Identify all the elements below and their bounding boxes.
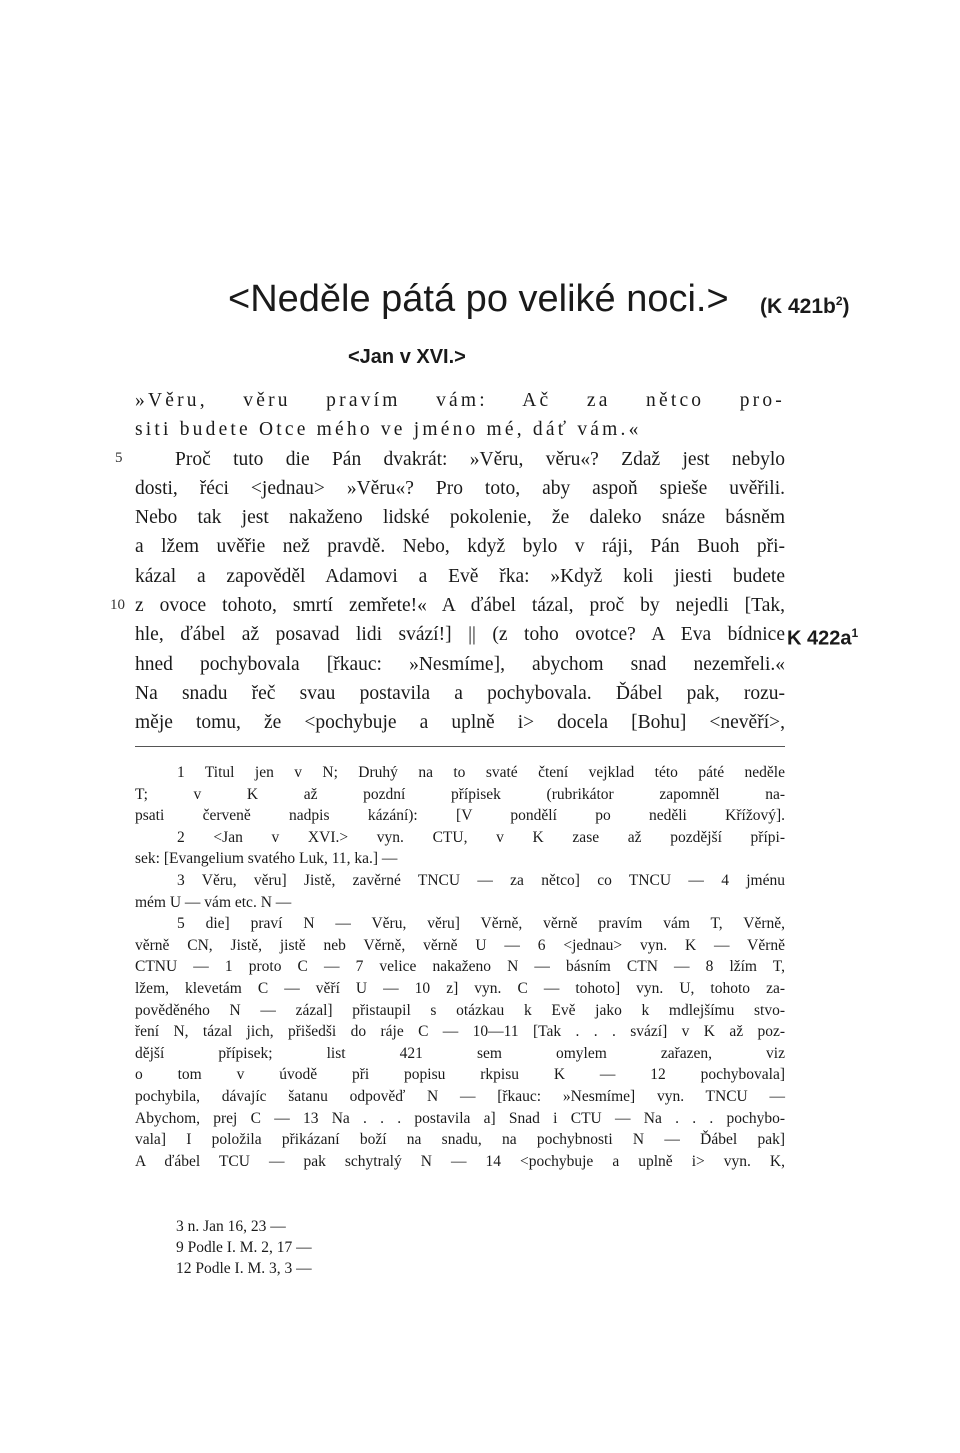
line-number-10: 10 [110, 597, 125, 613]
margin-ref-text: K 422a [787, 627, 852, 650]
manuscript-reference-margin [787, 626, 858, 651]
page-title: <Neděle pátá po veliké noci.> [228, 278, 729, 320]
text-line: »Věru, věru pravím vám: Ač za nětco pro- [135, 390, 785, 411]
text-line: hned pochybovala [řkauc: »Nesmíme], abychom snad nezemřeli.« [135, 653, 785, 675]
text-line: Nebo tak jest nakaženo lidské pokolenie, že daleko snáze básněm [135, 507, 785, 529]
manuscript-reference-top [760, 294, 850, 319]
ref-top-text: (K 421b [760, 295, 836, 318]
footnote-line: 3 Věru, věru] Jistě, zavěrné TNCU — za nětco] co TNCU — 4 jménu [177, 871, 785, 889]
page-subtitle: <Jan v XVI.> [348, 346, 466, 368]
footnote-line: mém U — vám etc. N — [135, 893, 292, 911]
footnote-line: pochybila, dávajíc šatanu odpověď N — [řkauc: »Nesmíme] vyn. TNCU — [135, 1087, 785, 1105]
footnote-line: Abychom, prej C — 13 Na . . . postavila a] Snad i CTU — Na . . . pochybo- [135, 1109, 785, 1127]
reference-line: 3 n. Jan 16, 23 — [176, 1218, 286, 1235]
reference-line: 12 Podle I. M. 3, 3 — [176, 1260, 312, 1277]
footnote-line: CTNU — 1 proto C — 7 velice nakaženo N — básním CTN — 8 lžím T, [135, 958, 785, 976]
reference-line: 9 Podle I. M. 2, 17 — [176, 1239, 312, 1256]
footnote-line: psati červeně nadpis kázání): [V pondělí po neděli Křížový]. [135, 807, 785, 825]
critical-apparatus [135, 762, 785, 1172]
ref-top-close: ) [842, 295, 850, 318]
ref-top-sup: 2 [835, 294, 843, 308]
text-line: a lžem uvěřie než pravdě. Nebo, když bylo v ráji, Pán Buoh při- [135, 536, 785, 558]
footnote-line: dější přípisek; list 421 sem omylem zařazen, viz [135, 1044, 785, 1062]
footnote-line: 2 <Jan v XVI.> vyn. CTU, v K zase až pozdější přípi- [177, 828, 785, 846]
text-line: z ovoce tohoto, smrtí zemřete!« A ďábel tázal, proč by nejedli [Tak, [135, 595, 785, 617]
text-line: hle, ďábel až posavad lidi svází!] || (z toho ovotce? A Eva bídnice [135, 624, 785, 646]
footnote-divider [135, 746, 785, 747]
main-text [135, 386, 785, 738]
footnote-line: A ďábel TCU — pak schytralý N — 14 <pochybuje a uplně i> vyn. K, [135, 1152, 785, 1170]
footnote-line: ření N, tázal jich, přišedši do ráje C — 10—11 [Tak . . . svází] v K až poz- [135, 1023, 785, 1041]
text-line: měje tomu, že <pochybuje a uplně i> docela [Bohu] <nevěří>, [135, 712, 785, 734]
text-line: dosti, řéci <jednau> »Věru«? Pro toto, aby aspoň spieše uvěřili. [135, 477, 785, 499]
footnote-line: 1 Titul jen v N; Druhý na to svaté čtení vejklad této páté neděle [177, 764, 785, 781]
text-line: kázal a zapověděl Adamovi a Evě řka: »Když koli jiesti budete [135, 565, 785, 587]
footnote-line: věrně CN, Jistě, jistě neb Věrně, věrně U — 6 <jednau> vyn. K — Věrně [135, 936, 785, 954]
footnote-line: vala] I položila přikázaní boží na snadu, na pochybnosti N — Ďábel pak] [135, 1131, 785, 1149]
footnote-line: 5 die] praví N — Věru, věru] Věrně, věrně pravím vám T, Věrně, [177, 915, 785, 933]
text-line: Na snadu řeč svau postavila a pochybovala. Ďábel pak, rozu- [135, 682, 785, 704]
footnote-line: o tom v úvodě při popisu rkpisu K — 12 pochybovala] [135, 1066, 785, 1084]
footnote-line: pověděného N — zázal] přistaupil s otázkau k Evě jako k mdlejšímu stvo- [135, 1001, 785, 1019]
line-number-5: 5 [115, 450, 123, 466]
text-line: siti budete Otce mého ve jméno mé, dáť vám.« [135, 419, 642, 441]
margin-ref-sup: 1 [851, 626, 859, 640]
text-line: Proč tuto die Pán dvakrát: »Věru, věru«? Zdaž jest nebylo [175, 448, 785, 470]
footnote-line: T; v K až pozdní přípisek (rubrikátor zapomněl na- [135, 785, 785, 803]
footnote-line: lžem, klevetám C — věří U — 10 z] vyn. C — tohoto] vyn. U, tohoto za- [135, 979, 785, 997]
biblical-references [176, 1216, 476, 1279]
footnote-line: sek: [Evangelium svatého Luk, 11, ka.] — [135, 850, 398, 868]
